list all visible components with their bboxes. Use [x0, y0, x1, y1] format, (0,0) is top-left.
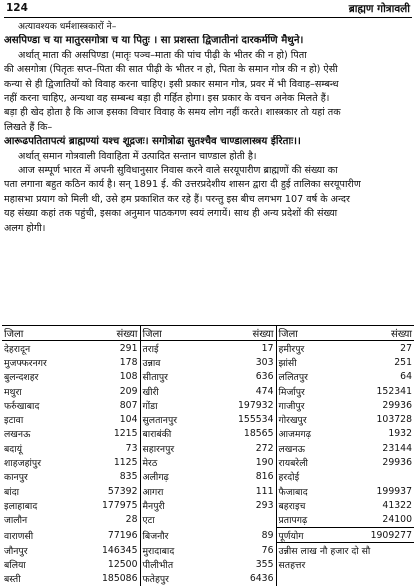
district-cell: बदायूं — [2, 441, 80, 455]
district-cell: जालौन — [2, 513, 80, 528]
paragraph-line: लिखते हैं कि– — [4, 121, 412, 135]
district-cell: उन्नाव — [140, 355, 214, 369]
district-cell: मिर्जापुर — [276, 384, 356, 398]
count-cell: 57392 — [80, 484, 140, 498]
body-text — [4, 20, 412, 236]
district-cell: फर्रुखाबाद — [2, 398, 80, 412]
table-row — [2, 370, 414, 384]
table-row — [2, 498, 414, 512]
table-row — [2, 441, 414, 455]
count-cell: 190 — [214, 455, 276, 469]
district-cell: जौनपुर — [2, 543, 80, 558]
count-cell: 103728 — [356, 412, 414, 426]
count-cell: 185086 — [80, 572, 140, 586]
count-cell: 23144 — [356, 441, 414, 455]
count-cell: 293 — [214, 498, 276, 512]
intro-line: अत्यावश्यक धर्मशास्त्रकारों ने– — [4, 20, 412, 34]
district-cell: गोरखपुर — [276, 412, 356, 426]
table-row — [2, 470, 414, 484]
sanskrit-verse-1: असपिण्डा च या मातुरसगोत्रा च या पितुः । सा प्रशस्ता द्विजातीनां दारकर्मणि मैथुने। — [4, 34, 412, 48]
count-cell: 807 — [80, 398, 140, 412]
district-cell: सीतापुर — [140, 370, 214, 384]
table-row — [2, 398, 414, 412]
district-cell: शाहजहांपुर — [2, 455, 80, 469]
header-rule — [4, 17, 412, 18]
table-row — [2, 341, 414, 356]
table-row — [2, 543, 414, 558]
paragraph-line: अर्थात् माता की असपिण्डा (मातृः पञ्च–माता की पांच पीढ़ी के भीतर की न हो) पिता — [4, 49, 412, 63]
table-row — [2, 484, 414, 498]
total-label-cell: पूर्णयोग — [276, 527, 356, 542]
paragraph-line: नहीं करना चाहिए, अन्यथा वह सम्बन्ध बड़ा ही गर्हित होगा। इस प्रकार के वचन अनेक मिलते हैं। — [4, 92, 412, 106]
district-cell: बलिया — [2, 557, 80, 571]
district-cell: इलाहाबाद — [2, 498, 80, 512]
column-header-count: संख्या — [80, 326, 140, 341]
table-row — [2, 557, 414, 571]
district-cell: लखनऊ — [276, 441, 356, 455]
district-population-table — [2, 325, 414, 586]
count-cell: 24100 — [356, 513, 414, 528]
table-row — [2, 355, 414, 369]
count-cell — [214, 513, 276, 528]
district-cell: बाराबंकी — [140, 427, 214, 441]
count-cell: 152341 — [356, 384, 414, 398]
count-cell: 197932 — [214, 398, 276, 412]
district-cell: देहरादून — [2, 341, 80, 356]
paragraph-line: आज सम्पूर्ण भारत में अपनी सुविधानुसार निवास करने वाले सरयूपारीण ब्राह्मणों की संख्या का — [4, 164, 412, 178]
district-cell: झांसी — [276, 355, 356, 369]
count-cell: 146345 — [80, 543, 140, 558]
district-cell: हरदोई — [276, 470, 356, 484]
district-cell: कानपुर — [2, 470, 80, 484]
column-header-district: जिला — [276, 326, 356, 341]
district-cell: सहारनपुर — [140, 441, 214, 455]
count-cell: 89 — [214, 527, 276, 542]
table-row — [2, 412, 414, 426]
count-cell: 1215 — [80, 427, 140, 441]
count-cell — [356, 572, 414, 586]
total-in-words-cell: उन्नीस लाख नौ हजार दो सौ — [276, 543, 414, 558]
district-cell: पीलीभीत — [140, 557, 214, 571]
count-cell: 64 — [356, 370, 414, 384]
count-cell: 209 — [80, 384, 140, 398]
table-row — [2, 384, 414, 398]
count-cell: 73 — [80, 441, 140, 455]
count-cell: 474 — [214, 384, 276, 398]
count-cell: 12500 — [80, 557, 140, 571]
district-cell: सुलतानपुर — [140, 412, 214, 426]
district-cell: आजमगढ़ — [276, 427, 356, 441]
count-cell: 28 — [80, 513, 140, 528]
count-cell: 27 — [356, 341, 414, 356]
count-cell — [356, 470, 414, 484]
count-cell: 272 — [214, 441, 276, 455]
district-cell: ललितपुर — [276, 370, 356, 384]
paragraph-line: पता लगाना बहुत कठिन कार्य है। सन् 1891 ई. की उत्तरप्रदेशीय शासन द्वारा दी हुई तालिका सरयूपारीण — [4, 178, 412, 192]
count-cell: 41322 — [356, 498, 414, 512]
district-cell: हमीरपुर — [276, 341, 356, 356]
district-cell: फतेहपुर — [140, 572, 214, 586]
page-header — [6, 2, 410, 16]
book-title: ब्राह्मण गोत्रावली — [349, 2, 410, 16]
district-cell: मुरादाबाद — [140, 543, 214, 558]
table-row — [2, 572, 414, 586]
total-in-words-cell: सतहत्तर — [276, 557, 414, 571]
column-header-count: संख्या — [214, 326, 276, 341]
table-body — [2, 341, 414, 586]
count-cell: 29936 — [356, 398, 414, 412]
count-cell: 177975 — [80, 498, 140, 512]
district-cell: गाजीपुर — [276, 398, 356, 412]
district-cell: रायबरेली — [276, 455, 356, 469]
district-cell — [276, 572, 356, 586]
count-cell: 108 — [80, 370, 140, 384]
count-cell: 29936 — [356, 455, 414, 469]
district-cell: वाराणसी — [2, 527, 80, 542]
table-row — [2, 513, 414, 528]
page-number: 124 — [6, 2, 28, 14]
district-cell: बस्ती — [2, 572, 80, 586]
district-cell: तराई — [140, 341, 214, 356]
table-row — [2, 455, 414, 469]
district-cell: लखनऊ — [2, 427, 80, 441]
count-cell: 104 — [80, 412, 140, 426]
count-cell: 1125 — [80, 455, 140, 469]
district-cell: बहराइच — [276, 498, 356, 512]
paragraph-line: की असगोत्रा (पितृतः सप्त–पिता की सात पीढ़ी के भीतर न हो, पिता के समान गोत्र की न हो) ऐसी — [4, 63, 412, 77]
count-cell: 303 — [214, 355, 276, 369]
district-cell: अलीगढ़ — [140, 470, 214, 484]
district-cell: आगरा — [140, 484, 214, 498]
count-cell: 251 — [356, 355, 414, 369]
column-header-district: जिला — [140, 326, 214, 341]
count-cell: 636 — [214, 370, 276, 384]
count-cell: 291 — [80, 341, 140, 356]
paragraph-line: कन्या से ही द्विजातियों को विवाह करना चाहिए। इसी प्रकार समान गोत्र, प्रवर में भी विवाह–सम्बन्ध — [4, 78, 412, 92]
district-cell: बुलन्दशहर — [2, 370, 80, 384]
count-cell: 155534 — [214, 412, 276, 426]
total-value-cell: 1909277 — [356, 527, 414, 542]
district-cell: मथुरा — [2, 384, 80, 398]
count-cell: 17 — [214, 341, 276, 356]
district-cell: इटावा — [2, 412, 80, 426]
table-row — [2, 427, 414, 441]
paragraph-line: अलग होगी। — [4, 222, 412, 236]
paragraph-line: महासभा प्रयाग को मिली थी, उसे हम प्रकाशित कर रहे हैं। परन्तु इस बीच लगभग 107 वर्ष के अन्दर — [4, 193, 412, 207]
table-row — [2, 527, 414, 542]
count-cell: 76 — [214, 543, 276, 558]
count-cell: 199937 — [356, 484, 414, 498]
district-cell: फैजाबाद — [276, 484, 356, 498]
paragraph-line: बड़ा ही खेद होता है कि आज इसका विचार विवाह के समय लोग नहीं करते। शास्त्रकार तो यहां तक — [4, 106, 412, 120]
column-header-count: संख्या — [356, 326, 414, 341]
count-cell: 77196 — [80, 527, 140, 542]
paragraph-line: यह संख्या कहां तक पहुंची, इसका अनुमान पाठकगण स्वयं लगायें। साथ ही अन्य प्रदेशों की संख्या — [4, 207, 412, 221]
district-cell: बांदा — [2, 484, 80, 498]
district-cell: खीरी — [140, 384, 214, 398]
table-header-row — [2, 326, 414, 341]
count-cell: 835 — [80, 470, 140, 484]
district-cell: बिजनौर — [140, 527, 214, 542]
count-cell: 1932 — [356, 427, 414, 441]
paragraph-line: अर्थात् समान गोत्रवाली विवाहिता में उत्पादित सन्तान चाण्डाल होती है। — [4, 150, 412, 164]
district-cell: गोंडा — [140, 398, 214, 412]
count-cell: 816 — [214, 470, 276, 484]
count-cell: 111 — [214, 484, 276, 498]
district-cell: मेरठ — [140, 455, 214, 469]
district-cell: मुजफ्फरनगर — [2, 355, 80, 369]
count-cell: 6436 — [214, 572, 276, 586]
column-header-district: जिला — [2, 326, 80, 341]
count-cell: 18565 — [214, 427, 276, 441]
district-cell: प्रतापगढ़ — [276, 513, 356, 528]
sanskrit-verse-2: आरूढपतितापत्यं ब्राह्मण्यां यश्च शूद्रजः। सगोत्रोढा सुतश्चैव चाण्डालास्त्रय ईरिताः।। — [4, 135, 412, 149]
count-cell: 355 — [214, 557, 276, 571]
district-cell: एटा — [140, 513, 214, 528]
district-cell: मैनपुरी — [140, 498, 214, 512]
count-cell: 178 — [80, 355, 140, 369]
